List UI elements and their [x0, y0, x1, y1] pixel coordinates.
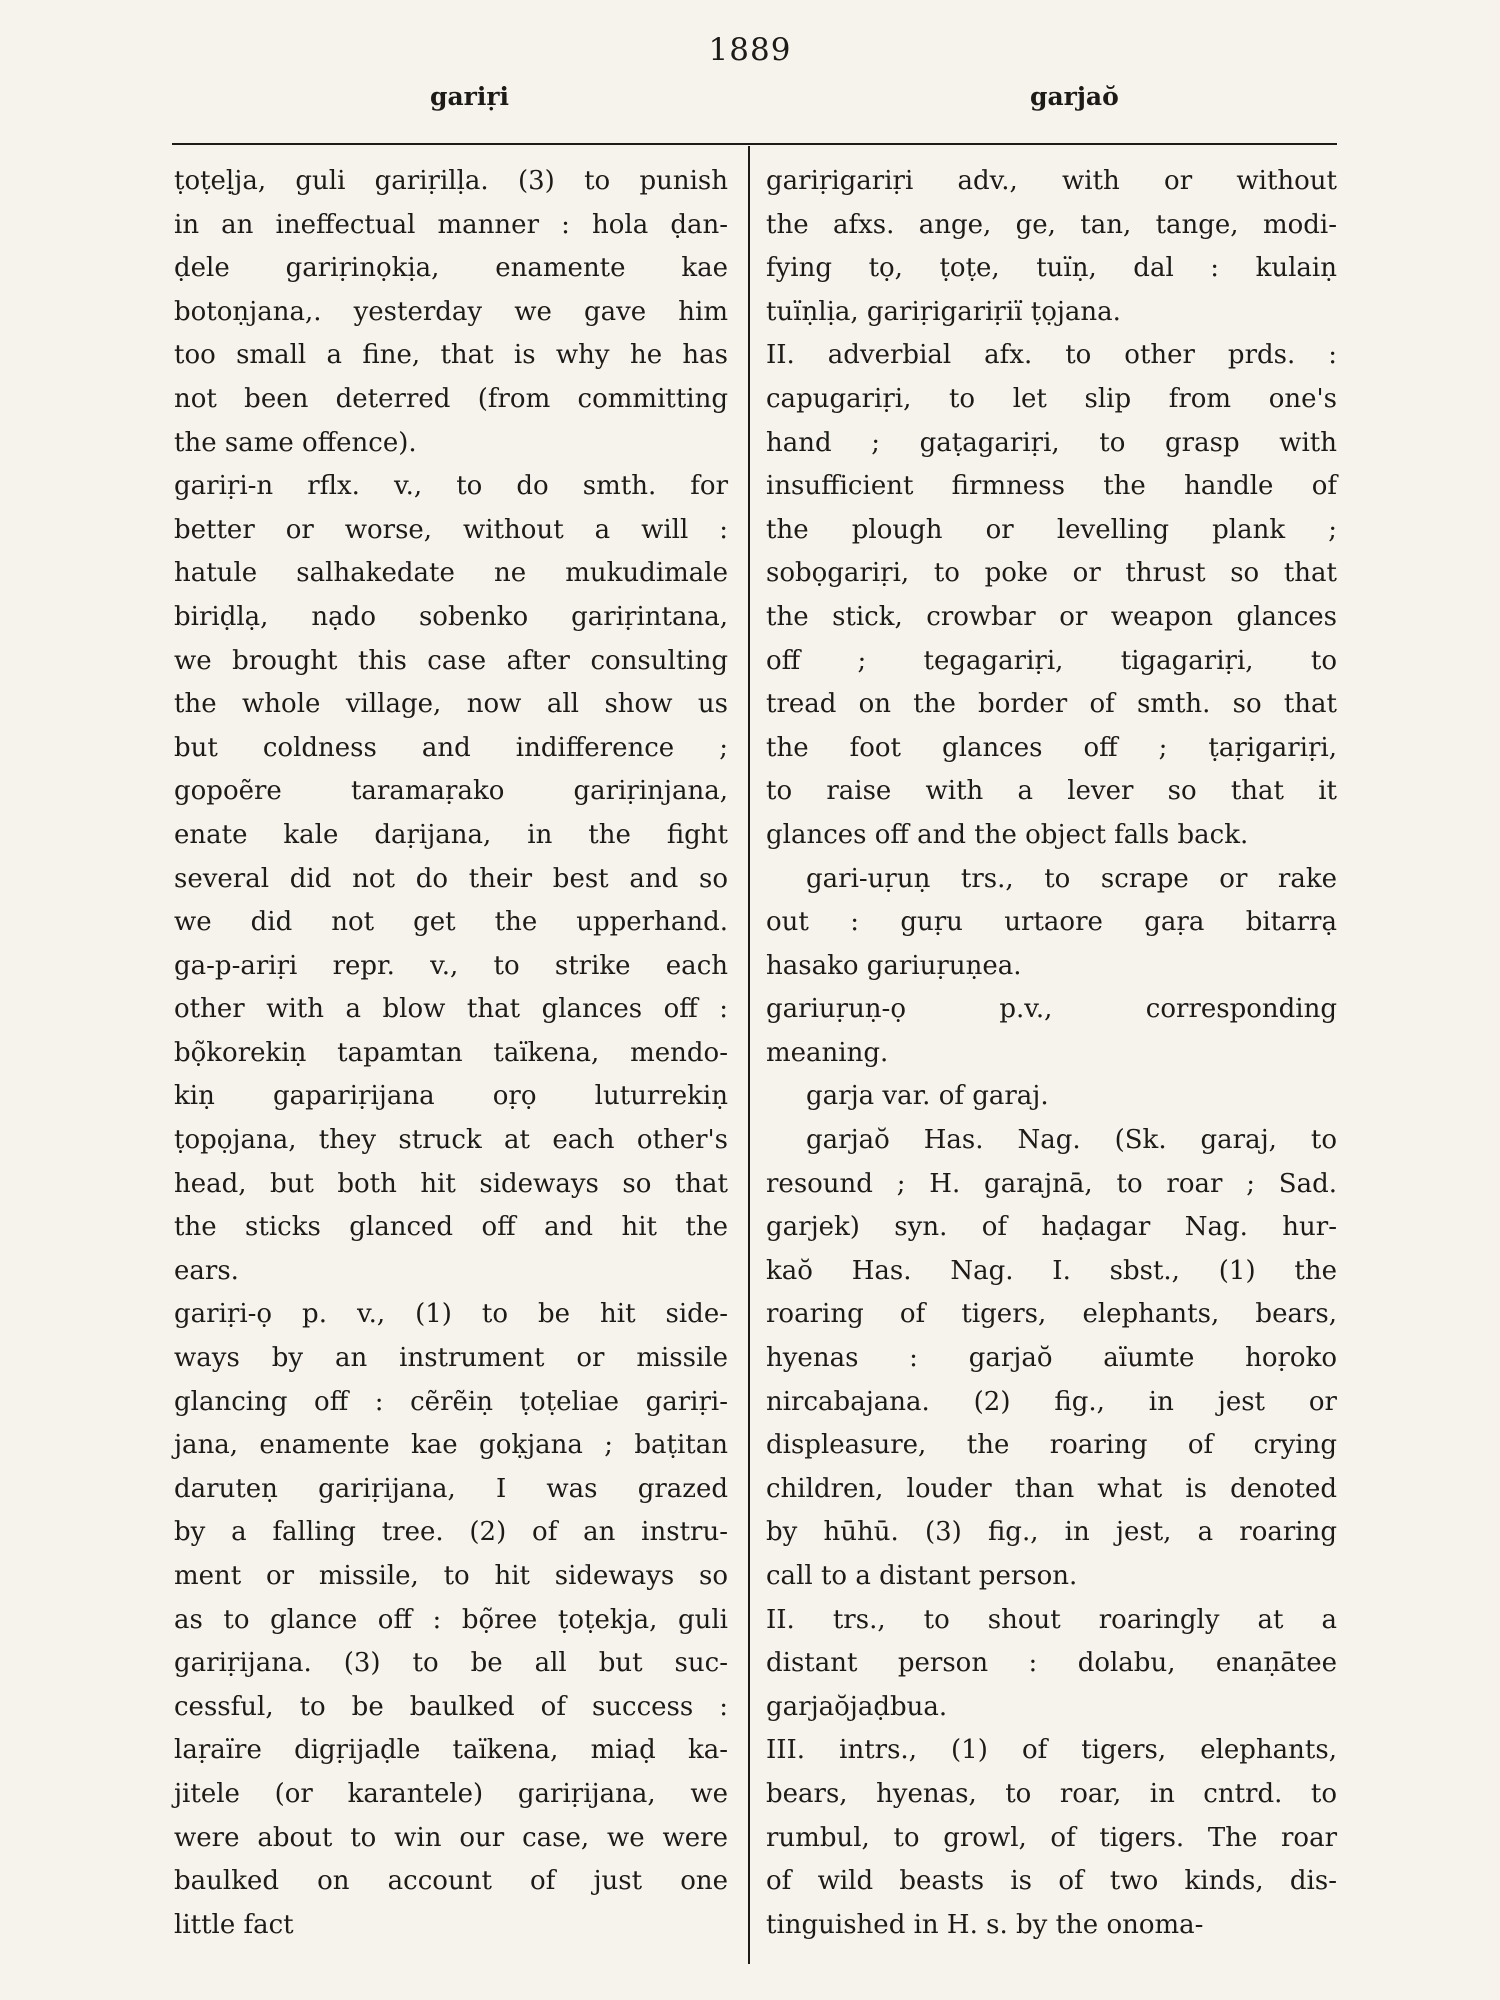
- text-line: garjek) syn. of haḍagar Nag. hur-: [766, 1212, 1337, 1243]
- text-line: hand ; gaṭagariṛi, to grasp with: [766, 427, 1337, 458]
- text-line: jana, enamente kae goḳjana ; baṭitan: [174, 1430, 728, 1461]
- text-line: by hūhū. (3) fig., in jest, a roaring: [766, 1517, 1337, 1548]
- text-line: gari-uṛuṇ trs., to scrape or rake: [806, 863, 1337, 894]
- text-line: other with a blow that glances off :: [174, 994, 728, 1025]
- text-line: the sticks glanced off and hit the: [174, 1212, 728, 1243]
- text-line: ears.: [174, 1255, 239, 1286]
- text-line: tread on the border of smth. so that: [766, 689, 1337, 720]
- text-line: the whole village, now all show us: [174, 689, 728, 720]
- left-guideword: gariṛi: [430, 82, 510, 111]
- text-line: not been deterred (from committing: [174, 383, 728, 414]
- text-line: ṭoṭeḷja, guli gariṛilḷa. (3) to punish: [174, 166, 728, 196]
- text-line: hatule salhakedate ne mukudimale: [174, 558, 728, 589]
- text-line: glances off and the object falls back.: [766, 819, 1249, 850]
- text-line: little fact: [174, 1909, 294, 1940]
- text-line: bears, hyenas, to roar, in cntrd. to: [766, 1778, 1337, 1809]
- text-line: II. adverbial afx. to other prds. :: [766, 340, 1337, 371]
- text-line: hasako gariuṛuṇea.: [766, 950, 1022, 981]
- text-line: gariuṛuṇ-ọ p.v., corresponding: [766, 994, 1337, 1025]
- text-line: kiṇ gapariṛijana oṛọ luturrekiṇ: [174, 1081, 728, 1112]
- text-line: were about to win our case, we were: [174, 1822, 728, 1853]
- text-line: gariṛi-ọ p. v., (1) to be hit side-: [174, 1299, 728, 1330]
- text-line: garjaŏjaḍbua.: [766, 1691, 948, 1722]
- text-line: head, but both hit sideways so that: [174, 1168, 728, 1199]
- text-line: we brought this case after consulting: [174, 645, 728, 676]
- text-line: we did not get the upperhand.: [174, 907, 728, 938]
- header-rule: [172, 143, 1337, 145]
- text-line: as to glance off : bọ̃ree ṭoṭekja, guli: [174, 1604, 728, 1635]
- text-line: hyenas : garjaŏ aïumte hoṛoko: [766, 1343, 1337, 1374]
- text-line: children, louder than what is denoted: [766, 1473, 1337, 1504]
- text-line: nircabajana. (2) fig., in jest or: [766, 1386, 1337, 1417]
- page-number: 1889: [708, 32, 792, 68]
- text-line: bọ̃korekiṇ tapamtan taïkena, mendo-: [174, 1037, 728, 1068]
- text-line: daruteṇ gariṛijana, I was grazed: [174, 1473, 728, 1504]
- text-line: ga-p-ariṛi repr. v., to strike each: [174, 950, 728, 981]
- text-line: fying tọ, ṭoṭe, tuïṇ, dal : kulaiṇ: [766, 253, 1337, 284]
- text-line: out : guṛu urtaore gaṛa bitarrạ: [766, 907, 1337, 938]
- text-line: tinguished in H. s. by the onoma-: [766, 1909, 1204, 1940]
- text-line: jitele (or karantele) gariṛijana, we: [174, 1778, 728, 1809]
- text-line: capugariṛi, to let slip from one's: [766, 383, 1337, 414]
- text-line: of wild beasts is of two kinds, dis-: [766, 1866, 1337, 1897]
- text-line: ṭopọjana, they struck at each other's: [174, 1125, 728, 1156]
- text-line: laṛaïre digṛijaḍle taïkena, miaḍ ka-: [174, 1735, 728, 1766]
- text-line: baulked on account of just one: [174, 1866, 728, 1897]
- text-line: off ; tegagariṛi, tigagariṛi, to: [766, 645, 1337, 676]
- text-line: enate kale daṛijana, in the fight: [174, 819, 728, 850]
- text-line: gariṛigariṛi adv., with or without: [766, 166, 1337, 196]
- text-line: distant person : dolabu, enaṇātee: [766, 1648, 1337, 1679]
- text-line: the foot glances off ; ṭaṛigariṛi,: [766, 732, 1337, 763]
- right-column: [766, 160, 1337, 1947]
- text-line: resound ; H. garajnā, to roar ; Sad.: [766, 1168, 1337, 1199]
- text-line: ḍele gariṛinọkịa, enamente kae: [174, 253, 728, 284]
- text-line: by a falling tree. (2) of an instru-: [174, 1517, 728, 1548]
- text-line: meaning.: [766, 1037, 889, 1068]
- text-line: the same offence).: [174, 427, 417, 458]
- text-line: glancing off : cẽrẽiṇ ṭoṭeliae gariṛi-: [174, 1386, 728, 1417]
- text-line: the plough or levelling plank ;: [766, 514, 1337, 545]
- text-line: but coldness and indifference ;: [174, 732, 728, 763]
- text-line: to raise with a lever so that it: [766, 776, 1337, 807]
- text-line: II. trs., to shout roaringly at a: [766, 1604, 1337, 1635]
- text-line: garja var. of garaj.: [806, 1081, 1049, 1112]
- text-line: the stick, crowbar or weapon glances: [766, 601, 1337, 632]
- text-line: better or worse, without a will :: [174, 514, 728, 545]
- text-line: too small a fine, that is why he has: [174, 340, 728, 371]
- text-line: tuïṇlịa, gariṛigariṛiï ṭọjana.: [766, 296, 1121, 327]
- right-guideword: garjaŏ: [1030, 82, 1119, 111]
- text-line: sobọgariṛi, to poke or thrust so that: [766, 558, 1337, 589]
- text-line: gariṛijana. (3) to be all but suc-: [174, 1648, 728, 1679]
- text-line: displeasure, the roaring of crying: [766, 1430, 1337, 1461]
- column-divider: [748, 146, 750, 1964]
- text-line: the afxs. ange, ge, tan, tange, modi-: [766, 209, 1337, 240]
- text-line: kaŏ Has. Nag. I. sbst., (1) the: [766, 1255, 1337, 1286]
- text-line: several did not do their best and so: [174, 863, 728, 894]
- text-line: ment or missile, to hit sideways so: [174, 1561, 728, 1591]
- text-line: rumbul, to growl, of tigers. The roar: [766, 1822, 1337, 1853]
- text-line: ways by an instrument or missile: [174, 1343, 728, 1374]
- text-line: III. intrs., (1) of tigers, elephants,: [766, 1735, 1337, 1766]
- text-line: garjaŏ Has. Nag. (Sk. garaj, to: [806, 1125, 1337, 1156]
- text-line: roaring of tigers, elephants, bears,: [766, 1299, 1337, 1330]
- text-line: cessful, to be baulked of success :: [174, 1691, 728, 1722]
- text-line: insufficient firmness the handle of: [766, 471, 1337, 502]
- text-line: in an ineffectual manner : hola ḍan-: [174, 209, 728, 240]
- text-line: gopoẽre taramaṛako gariṛinjana,: [174, 776, 728, 807]
- left-column: [174, 160, 728, 1947]
- text-line: botoṇjana,. yesterday we gave him: [174, 296, 728, 327]
- text-line: call to a distant person.: [766, 1561, 1078, 1591]
- text-line: biriḍlạ, nạdo sobenko gariṛintana,: [174, 601, 728, 632]
- text-line: gariṛi-n rflx. v., to do smth. for: [174, 471, 728, 502]
